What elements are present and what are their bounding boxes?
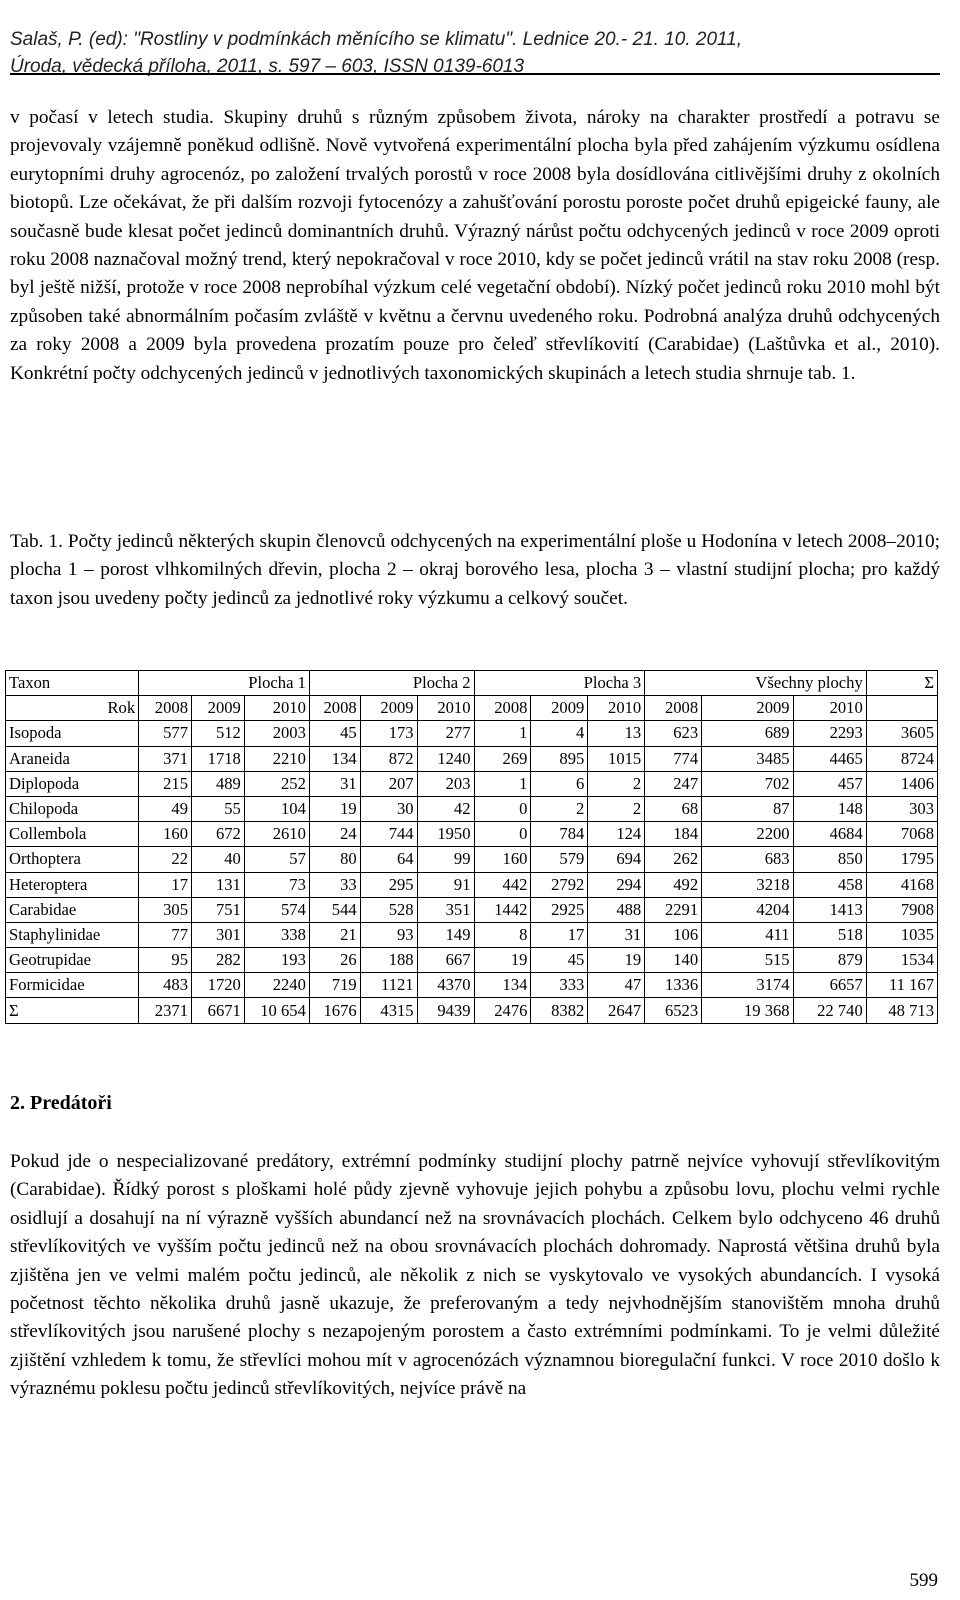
table-row [6,721,938,746]
value-cell: 207 [360,771,417,796]
taxon-cell: Araneida [6,746,139,771]
value-cell: 1950 [417,822,474,847]
value-cell: 872 [360,746,417,771]
year-cell: 2008 [309,696,360,721]
value-cell: 2 [588,796,645,821]
value-cell: 2293 [793,721,866,746]
header-cell-plocha-3: Plocha 3 [474,671,645,696]
value-cell: 269 [474,746,531,771]
value-cell: 9439 [417,998,474,1023]
value-cell: 6523 [645,998,702,1023]
value-cell: 22 740 [793,998,866,1023]
value-cell: 744 [360,822,417,847]
running-header [10,26,940,80]
value-cell: 106 [645,922,702,947]
value-cell: 4 [531,721,588,746]
value-cell: 10 654 [244,998,309,1023]
value-cell: 6 [531,771,588,796]
value-cell: 64 [360,847,417,872]
value-cell: 104 [244,796,309,821]
value-cell: 99 [417,847,474,872]
value-cell: 1676 [309,998,360,1023]
table-row [6,771,938,796]
value-cell: 488 [588,897,645,922]
value-cell: 1 [474,721,531,746]
taxon-cell: Collembola [6,822,139,847]
value-cell: 7068 [866,822,937,847]
taxon-cell: Diplopoda [6,771,139,796]
value-cell: 702 [702,771,793,796]
value-cell: 68 [645,796,702,821]
value-cell: 1720 [191,973,244,998]
header-cell-taxon: Taxon [6,671,139,696]
table-row [6,973,938,998]
value-cell: 577 [139,721,192,746]
value-cell: 411 [702,922,793,947]
value-cell: 24 [309,822,360,847]
value-cell: 184 [645,822,702,847]
value-cell: 77 [139,922,192,947]
value-cell: 140 [645,948,702,973]
value-cell: 1534 [866,948,937,973]
header-cell-plocha-1: Plocha 1 [139,671,310,696]
value-cell: 515 [702,948,793,973]
value-cell: 528 [360,897,417,922]
value-cell: 48 713 [866,998,937,1023]
data-table [5,670,938,1024]
value-cell: 247 [645,771,702,796]
value-cell: 458 [793,872,866,897]
value-cell: 173 [360,721,417,746]
page-number: 599 [909,1570,938,1591]
value-cell: 579 [531,847,588,872]
value-cell: 2 [588,771,645,796]
value-cell: 55 [191,796,244,821]
header-line-1: Salaš, P. (ed): "Rostliny v podmínkách měnícího se klimatu". Lednice 20.- 21. 10. 2011, [10,29,743,50]
value-cell: 4315 [360,998,417,1023]
value-cell: 13 [588,721,645,746]
value-cell: 895 [531,746,588,771]
table-year-row [6,696,938,721]
value-cell: 45 [309,721,360,746]
value-cell: 93 [360,922,417,947]
value-cell: 2371 [139,998,192,1023]
value-cell: 30 [360,796,417,821]
taxon-cell: Heteroptera [6,872,139,897]
value-cell: 87 [702,796,793,821]
value-cell: 31 [309,771,360,796]
value-cell: 694 [588,847,645,872]
value-cell: 301 [191,922,244,947]
value-cell: 33 [309,872,360,897]
year-cell: 2009 [531,696,588,721]
year-cell: 2010 [793,696,866,721]
value-cell: 17 [531,922,588,947]
value-cell: 4465 [793,746,866,771]
year-cell-empty [866,696,937,721]
taxon-cell: Staphylinidae [6,922,139,947]
value-cell: 160 [474,847,531,872]
value-cell: 544 [309,897,360,922]
value-cell: 40 [191,847,244,872]
value-cell: 850 [793,847,866,872]
table-header-row [6,671,938,696]
value-cell: 11 167 [866,973,937,998]
value-cell: 8 [474,922,531,947]
value-cell: 442 [474,872,531,897]
value-cell: 19 [588,948,645,973]
table-row [6,897,938,922]
value-cell: 8724 [866,746,937,771]
value-cell: 3485 [702,746,793,771]
taxon-cell: Geotrupidae [6,948,139,973]
value-cell: 294 [588,872,645,897]
taxon-cell: Orthoptera [6,847,139,872]
year-row-label: Rok [6,696,139,721]
table-row [6,847,938,872]
value-cell: 1015 [588,746,645,771]
value-cell: 672 [191,822,244,847]
value-cell: 252 [244,771,309,796]
value-cell: 4370 [417,973,474,998]
value-cell: 124 [588,822,645,847]
header-cell-sum: Σ [866,671,937,696]
value-cell: 2647 [588,998,645,1023]
section-title: 2. Predátoři [10,1092,112,1114]
value-cell: 457 [793,771,866,796]
body-paragraph-1: v počasí v letech studia. Skupiny druhů s různým způsobem života, nároky na charakter prostředí a potravu se projevovaly vzájemně poněkud odlišně. Nově vytvořená experimentální plocha byla před zahájením výzkumu osídlena eurytopními druhy agrocenóz, po založení trvalých porostů v roce 2008 byla dosídlována citlivějšími druhy z okolních biotopů. Lze očekávat, že při dalším rozvoji fytocenózy a zahušťování porostu poroste počet druhů epigeické fauny, ale současně bude klesat počet jedinců dominantních druhů. Výrazný nárůst počtu odchycených jedinců v roce 2009 oproti roku 2008 naznačoval možný trend, který nepokračoval v roce 2010, kdy se počet jedinců vrátil na stav roku 2008 (resp. byl ještě nižší, protože v roce 2008 neprobíhal výzkum celé vegetační období). Nízký počet jedinců roku 2010 mohl být způsoben také abnormálním počasím zvláště v květnu a červnu uvedeného roku. Podrobná analýza druhů odchycených za roky 2008 a 2009 byla provedena prozatím pouze pro čeleď střevlíkovití (Carabidae) (Laštůvka et al., 2010). Konkrétní počty odchycených jedinců v jednotlivých taxonomických skupinách a letech studia shrnuje tab. 1. [10,107,940,384]
value-cell: 6671 [191,998,244,1023]
value-cell: 333 [531,973,588,998]
value-cell: 134 [309,746,360,771]
value-cell: 4204 [702,897,793,922]
value-cell: 22 [139,847,192,872]
value-cell: 2210 [244,746,309,771]
value-cell: 3174 [702,973,793,998]
value-cell: 574 [244,897,309,922]
value-cell: 338 [244,922,309,947]
year-cell: 2009 [702,696,793,721]
value-cell: 6657 [793,973,866,998]
value-cell: 1413 [793,897,866,922]
value-cell: 57 [244,847,309,872]
value-cell: 879 [793,948,866,973]
value-cell: 19 [474,948,531,973]
year-cell: 2008 [139,696,192,721]
value-cell: 2610 [244,822,309,847]
value-cell: 26 [309,948,360,973]
table-row [6,822,938,847]
value-cell: 719 [309,973,360,998]
value-cell: 282 [191,948,244,973]
table-row [6,948,938,973]
value-cell: 295 [360,872,417,897]
value-cell: 42 [417,796,474,821]
value-cell: 683 [702,847,793,872]
value-cell: 2792 [531,872,588,897]
value-cell: 1121 [360,973,417,998]
value-cell: 1240 [417,746,474,771]
value-cell: 47 [588,973,645,998]
year-cell: 2009 [191,696,244,721]
header-cell-all-plots: Všechny plochy [645,671,867,696]
year-cell: 2009 [360,696,417,721]
value-cell: 0 [474,796,531,821]
value-cell: 623 [645,721,702,746]
value-cell: 91 [417,872,474,897]
value-cell: 4684 [793,822,866,847]
value-cell: 134 [474,973,531,998]
value-cell: 148 [793,796,866,821]
value-cell: 95 [139,948,192,973]
value-cell: 751 [191,897,244,922]
value-cell: 1 [474,771,531,796]
value-cell: 689 [702,721,793,746]
value-cell: 80 [309,847,360,872]
year-cell: 2008 [474,696,531,721]
value-cell: 19 368 [702,998,793,1023]
value-cell: 512 [191,721,244,746]
value-cell: 31 [588,922,645,947]
year-cell: 2010 [588,696,645,721]
header-rule [10,73,940,75]
value-cell: 2476 [474,998,531,1023]
header-line-2: Úroda, vědecká příloha, 2011, s. 597 – 603, ISSN 0139-6013 [10,56,525,77]
value-cell: 2925 [531,897,588,922]
year-cell: 2010 [417,696,474,721]
year-cell: 2010 [244,696,309,721]
value-cell: 351 [417,897,474,922]
value-cell: 2003 [244,721,309,746]
value-cell: 2240 [244,973,309,998]
value-cell: 2 [531,796,588,821]
value-cell: 8382 [531,998,588,1023]
value-cell: 1795 [866,847,937,872]
value-cell: 518 [793,922,866,947]
value-cell: 1718 [191,746,244,771]
value-cell: 203 [417,771,474,796]
value-cell: 1406 [866,771,937,796]
value-cell: 3218 [702,872,793,897]
table-body [6,671,938,1024]
value-cell: 215 [139,771,192,796]
value-cell: 193 [244,948,309,973]
taxon-cell: Σ [6,998,139,1023]
table-caption: Tab. 1. Počty jedinců některých skupin členovců odchycených na experimentální ploše u Hodonína v letech 2008–2010; plocha 1 – porost vlhkomilných dřevin, plocha 2 – okraj borového lesa, plocha 3 – vlastní studijní plocha; pro každý taxon jsou uvedeny počty jedinců za jednotlivé roky výzkumu a celkový součet. [10,531,940,609]
value-cell: 489 [191,771,244,796]
value-cell: 784 [531,822,588,847]
header-cell-plocha-2: Plocha 2 [309,671,474,696]
value-cell: 160 [139,822,192,847]
taxon-cell: Chilopoda [6,796,139,821]
value-cell: 4168 [866,872,937,897]
taxon-cell: Carabidae [6,897,139,922]
value-cell: 0 [474,822,531,847]
value-cell: 1442 [474,897,531,922]
value-cell: 1035 [866,922,937,947]
body-paragraph-2: Pokud jde o nespecializované predátory, extrémní podmínky studijní plochy patrně nejvíce vyhovují střevlíkovitým (Carabidae). Řídký porost s ploškami holé půdy zjevně vyhovuje jejich pohybu a způsobu lovu, plochu velmi rychle osidlují a dosahují na ní výrazně vyšších abundancí než na srovnávacích plochách. Celkem bylo odchyceno 46 druhů střevlíkovitých ve vyšším počtu jedinců než na obou srovnávacích plochách dohromady. Naprostá většina druhů byla zjištěna jen ve velmi malém počtu jedinců, ale několik z nich se vyskytovalo ve vysokých abundancích. I vysoká početnost těchto několika druhů jasně ukazuje, že preferovaným a tedy nejvhodnějším stanovištěm mnoha druhů střevlíkovitých jsou narušené plochy s nezapojeným porostem a často extrémními podmínkami. To je velmi důležité zjištění vzhledem k tomu, že střevlíci mohou mít v agrocenózách významnou bioregulační funkci. V roce 2010 došlo k výraznému poklesu počtu jedinců střevlíkovitých, nejvíce právě na [10,1151,940,1400]
value-cell: 17 [139,872,192,897]
value-cell: 667 [417,948,474,973]
taxon-cell: Formicidae [6,973,139,998]
taxon-cell: Isopoda [6,721,139,746]
value-cell: 262 [645,847,702,872]
value-cell: 371 [139,746,192,771]
value-cell: 188 [360,948,417,973]
table-row [6,796,938,821]
value-cell: 277 [417,721,474,746]
value-cell: 19 [309,796,360,821]
value-cell: 49 [139,796,192,821]
table-row [6,872,938,897]
table-row [6,922,938,947]
value-cell: 1336 [645,973,702,998]
value-cell: 7908 [866,897,937,922]
value-cell: 45 [531,948,588,973]
value-cell: 21 [309,922,360,947]
value-cell: 774 [645,746,702,771]
value-cell: 303 [866,796,937,821]
year-cell: 2008 [645,696,702,721]
value-cell: 305 [139,897,192,922]
value-cell: 492 [645,872,702,897]
value-cell: 483 [139,973,192,998]
value-cell: 149 [417,922,474,947]
value-cell: 2200 [702,822,793,847]
value-cell: 3605 [866,721,937,746]
value-cell: 73 [244,872,309,897]
table-row [6,998,938,1023]
value-cell: 131 [191,872,244,897]
table-row [6,746,938,771]
value-cell: 2291 [645,897,702,922]
